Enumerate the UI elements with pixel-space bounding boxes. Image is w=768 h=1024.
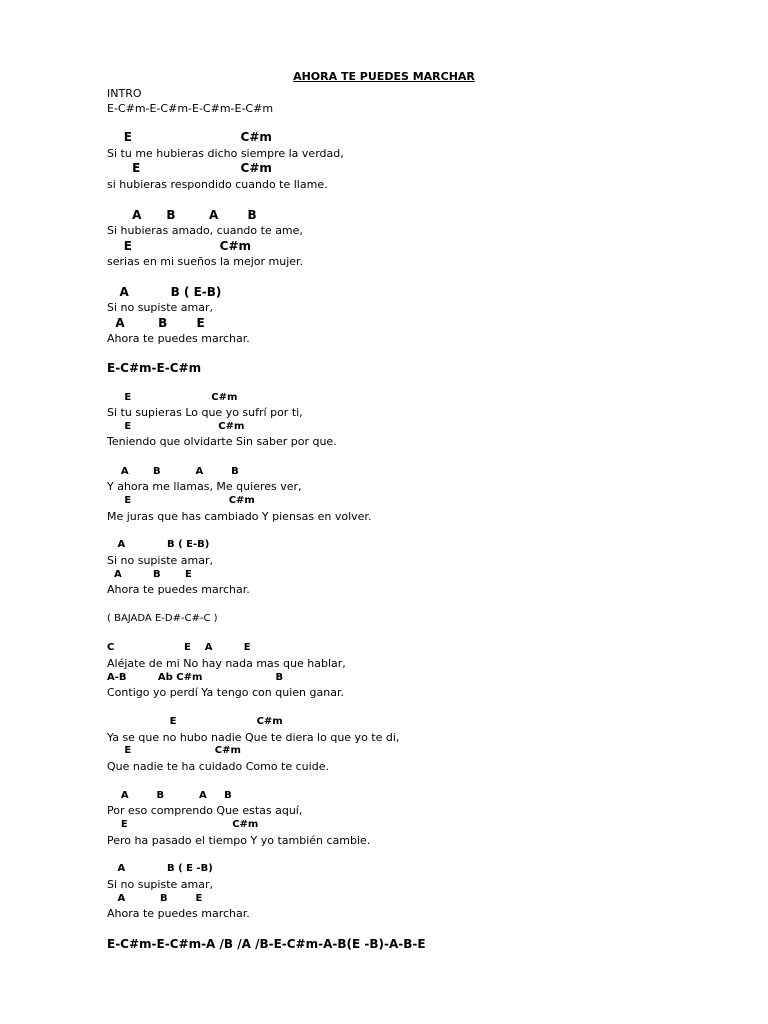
lyric-line: Ahora te puedes marchar. xyxy=(107,583,250,596)
chord-line: E C#m xyxy=(107,239,252,253)
chord-line: E C#m xyxy=(107,495,255,506)
chord-line: E C#m xyxy=(107,161,272,175)
lyric-line: Pero ha pasado el tiempo Y yo también cambie. xyxy=(107,834,371,847)
chord-line: A B ( E-B) xyxy=(107,285,222,299)
chord-line: A B E xyxy=(107,316,205,330)
lyric-line: Me juras que has cambiado Y piensas en volver. xyxy=(107,510,372,523)
lyric-line: Teniendo que olvidarte Sin saber por que. xyxy=(107,435,337,448)
chord-line: A B A B xyxy=(107,208,257,222)
interlude-progression: E-C#m-E-C#m xyxy=(107,361,202,375)
lyric-line: Aléjate de mi No hay nada mas que hablar, xyxy=(107,657,346,670)
lyric-line: serias en mi sueños la mejor mujer. xyxy=(107,255,304,268)
intro-label: INTRO xyxy=(107,87,142,100)
lyric-line: Ahora te puedes marchar. xyxy=(107,332,250,345)
lyric-line: Si tu supieras Lo que yo sufrí por ti, xyxy=(107,406,303,419)
chord-line: E C#m xyxy=(107,819,259,830)
lyric-line: Y ahora me llamas, Me quieres ver, xyxy=(107,480,302,493)
chord-line: A B A B xyxy=(107,790,232,801)
chord-line: A B E xyxy=(107,569,192,580)
chord-line: A B ( E-B) xyxy=(107,539,210,550)
lyric-line: Que nadie te ha cuidado Como te cuide. xyxy=(107,760,329,773)
lyric-line: Contigo yo perdí Ya tengo con quien ganar. xyxy=(107,686,344,699)
lyric-line: Por eso comprendo Que estas aquí, xyxy=(107,804,303,817)
bajada-note: ( BAJADA E-D#-C#-C ) xyxy=(107,613,218,624)
chord-line: E C#m xyxy=(107,421,245,432)
lyric-line: Si hubieras amado, cuando te ame, xyxy=(107,224,303,237)
lyric-line: Si no supiste amar, xyxy=(107,554,213,567)
chord-line: E C#m xyxy=(107,130,272,144)
lyric-line: Si no supiste amar, xyxy=(107,301,213,314)
lyric-line: Si tu me hubieras dicho siempre la verdad, xyxy=(107,147,344,160)
chord-line: A B E xyxy=(107,893,203,904)
lyric-line: Ya se que no hubo nadie Que te diera lo que yo te di, xyxy=(107,731,400,744)
lyric-line: si hubieras respondido cuando te llame. xyxy=(107,178,328,191)
chord-line: A-B Ab C#m B xyxy=(107,672,284,683)
chord-line: C E A E xyxy=(107,642,251,653)
intro-progression: E-C#m-E-C#m-E-C#m-E-C#m xyxy=(107,102,274,115)
song-title: AHORA TE PUEDES MARCHAR xyxy=(293,70,475,83)
chord-line: E C#m xyxy=(107,745,241,756)
lyric-line: Si no supiste amar, xyxy=(107,878,213,891)
lyric-line: Ahora te puedes marchar. xyxy=(107,907,250,920)
outro-progression: E-C#m-E-C#m-A /B /A /B-E-C#m-A-B(E -B)-A-B-E xyxy=(107,937,426,951)
chord-line: A B ( E -B) xyxy=(107,863,213,874)
chord-line: E C#m xyxy=(107,716,283,727)
chord-line: E C#m xyxy=(107,392,238,403)
chord-line: A B A B xyxy=(107,466,239,477)
